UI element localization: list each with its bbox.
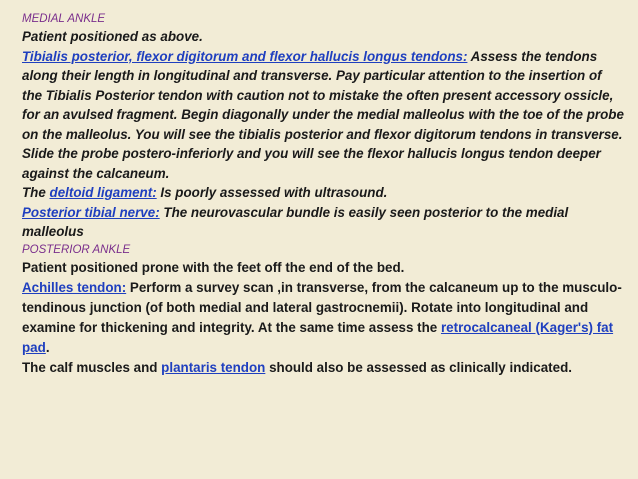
achilles-paragraph: [22, 278, 624, 358]
kager-fat-pad-link[interactable]: retrocalcaneal (Kager's) fat pad: [22, 319, 614, 355]
medial-ankle-heading: MEDIAL ANKLE: [22, 13, 106, 25]
kager-suffix: .: [45, 339, 50, 355]
posterior-ankle-heading: POSTERIOR ANKLE: [22, 243, 131, 256]
medial-ankle-section: [22, 11, 624, 242]
plantaris-link[interactable]: plantaris tendon: [161, 359, 266, 375]
posterior-positioning: Patient positioned prone with the feet off the end of the bed.: [22, 259, 405, 275]
achilles-text: Perform a survey scan ,in transverse, from the calcaneum up to the musculo-tendinous junction (of both medial and lateral gastrocnemii). Rotate into longitudinal and examine for thickening and integrity. At the same time assess the: [22, 279, 622, 335]
calf-text: should also be assessed as clinically indicated.: [265, 359, 572, 375]
medial-positioning: Patient positioned as above.: [22, 29, 203, 44]
achilles-link[interactable]: Achilles tendon:: [22, 279, 127, 295]
nerve-paragraph: [22, 203, 624, 242]
tibialis-text: Assess the tendons along their length in longitudinal and transverse. Pay particular attention to the insertion of the Tibialis Posterior tendon with caution not to mistake the often present accessory ossicle, for an avulsed fragment. Begin diagonally under the medial malleolus with the toe of the probe on the malleolus. You will see the tibialis posterior and flexor digitorum tendons in transverse. Slide the probe postero-inferiorly and you will see the flexor hallucis longus tendon deeper against the calcaneum.: [22, 48, 624, 181]
posterior-ankle-section: [22, 242, 624, 378]
tibialis-paragraph: [22, 47, 624, 184]
nerve-text: The neurovascular bundle is easily seen posterior to the medial malleolus: [22, 204, 569, 239]
deltoid-text: Is poorly assessed with ultrasound.: [156, 185, 388, 200]
deltoid-prefix: The: [22, 185, 50, 200]
nerve-link[interactable]: Posterior tibial nerve:: [22, 204, 160, 220]
calf-paragraph: [22, 358, 624, 378]
tibialis-link[interactable]: Tibialis posterior, flexor digitorum and flexor hallucis longus tendons:: [22, 48, 468, 64]
calf-prefix: The calf muscles and: [22, 359, 162, 375]
deltoid-link[interactable]: deltoid ligament:: [49, 185, 157, 200]
deltoid-paragraph: [22, 183, 624, 203]
